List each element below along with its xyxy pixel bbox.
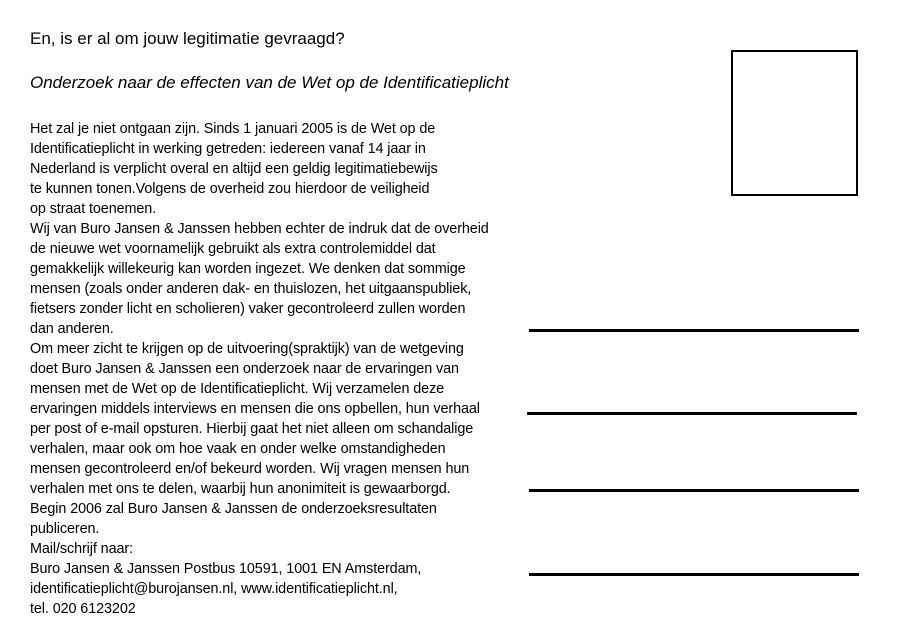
body-line: dan anderen.	[30, 321, 114, 337]
contact-address: Buro Jansen & Janssen Postbus 10591, 1001 EN Amsterdam,	[30, 561, 422, 577]
address-line-1	[529, 329, 859, 332]
address-line-3	[529, 489, 859, 492]
body-line: verhalen met ons te delen, waarbij hun anonimiteit is gewaarborgd.	[30, 481, 451, 497]
body-line: te kunnen tonen.Volgens de overheid zou hierdoor de veiligheid	[30, 181, 430, 197]
contact-email-web: identificatieplicht@burojansen.nl, www.identificatieplicht.nl,	[30, 581, 398, 597]
body-line: verhalen, maar ook om hoe vaak en onder welke omstandigheden	[30, 441, 446, 457]
card-body-text	[30, 119, 489, 619]
contact-phone: tel. 020 6123202	[30, 601, 136, 617]
address-line-4	[529, 573, 859, 576]
card-subtitle: Onderzoek naar de effecten van de Wet op de Identificatieplicht	[30, 73, 509, 92]
body-line: op straat toenemen.	[30, 201, 157, 217]
body-line: Het zal je niet ontgaan zijn. Sinds 1 januari 2005 is de Wet op de	[30, 121, 436, 137]
card-title: En, is er al om jouw legitimatie gevraagd?	[30, 29, 345, 48]
contact-heading: Mail/schrijf naar:	[30, 541, 133, 557]
body-line: Identificatieplicht in werking getreden: iedereen vanaf 14 jaar in	[30, 141, 426, 157]
body-line: de nieuwe wet voornamelijk gebruikt als extra controlemiddel dat	[30, 241, 436, 257]
body-line: fietsers zonder licht en scholieren) vaker gecontroleerd zullen worden	[30, 301, 466, 317]
body-line: mensen (zoals onder anderen dak- en thuislozen, het uitgaanspubliek,	[30, 281, 472, 297]
body-line: mensen met de Wet op de Identificatieplicht. Wij verzamelen deze	[30, 381, 445, 397]
address-line-2	[527, 412, 857, 415]
body-line: per post of e-mail opsturen. Hierbij gaat het niet alleen om schandalige	[30, 421, 474, 437]
body-line: ervaringen middels interviews en mensen die ons opbellen, hun verhaal	[30, 401, 480, 417]
stamp-box	[731, 50, 858, 196]
body-line: publiceren.	[30, 521, 100, 537]
body-line: gemakkelijk willekeurig kan worden ingezet. We denken dat sommige	[30, 261, 466, 277]
body-line: mensen gecontroleerd en/of bekeurd worden. Wij vragen mensen hun	[30, 461, 470, 477]
body-line: Wij van Buro Jansen & Janssen hebben echter de indruk dat de overheid	[30, 221, 489, 237]
body-line: Begin 2006 zal Buro Jansen & Janssen de onderzoeksresultaten	[30, 501, 437, 517]
body-line: Om meer zicht te krijgen op de uitvoering(spraktijk) van de wetgeving	[30, 341, 464, 357]
body-line: doet Buro Jansen & Janssen een onderzoek naar de ervaringen van	[30, 361, 459, 377]
body-line: Nederland is verplicht overal en altijd een geldig legitimatiebewijs	[30, 161, 438, 177]
